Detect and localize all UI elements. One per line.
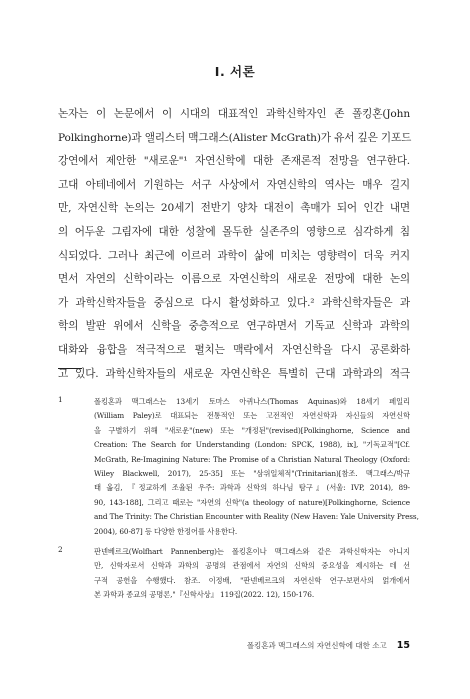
footnote-line: and The Trinity: The Christian Encounter with Reality (New Haven: Yale University Press, bbox=[94, 512, 419, 522]
footnote bbox=[58, 545, 410, 603]
footnote-line: 구적 공헌을 수행했다. 참조. 이정배, "판넨베르크의 자연신학 연구-보편사의 얽개에서 bbox=[94, 575, 410, 585]
footnote-line: 90, 143-188], 그리고 때로는 "자연의 신학"(a theology of nature)[Polkinghorne, Science bbox=[94, 497, 410, 507]
footnote-line: 을 구별하기 위해 "새로운"(new) 또는 "개정된"(revised)[Polkinghorne, Science and bbox=[94, 425, 410, 435]
footnote-line: 태 옮김, 『정교하게 조율된 우주: 과학과 신학의 하나님 탐구』(서울: IVP, 2014), 89- bbox=[94, 483, 410, 493]
body-line: 대화와 융합을 적극적으로 펼치는 맥락에서 자연신학을 다시 공론화하 bbox=[58, 343, 410, 356]
footnote-number: 1 bbox=[58, 395, 63, 404]
body-line: 면서 자연의 신학이라는 이름으로 자연신학의 새로운 전망에 대한 논의 bbox=[58, 273, 410, 286]
footnote-number: 2 bbox=[58, 544, 63, 554]
footnote-line: Wiley Blackwell, 2017), 25-35] 또는 "삼위일체적"(Trinitarian)[참조. 맥그래스/박규 bbox=[94, 468, 410, 478]
footnote-line: 본 과학과 종교의 공명론,"『신학사상』 119집(2022. 12), 150-176. bbox=[94, 590, 315, 600]
body-line: 의 어두운 그림자에 대한 성찰에 몰두한 실존주의 영향으로 심각하게 침 bbox=[58, 225, 410, 238]
body-line: 가 과학신학자들을 중심으로 다시 활성화하고 있다.² 과학신학자들은 과 bbox=[58, 296, 410, 309]
footnote-line: (William Paley)로 대표되는 전통적인 또는 고전적인 자연신학과 자신들의 자연신학 bbox=[94, 411, 410, 421]
page-number: 15 bbox=[396, 640, 410, 651]
body-line: 강연에서 제안한 "새로운"¹ 자연신학에 대한 존재론적 전망을 연구한다. bbox=[58, 155, 410, 168]
footnotes bbox=[58, 395, 419, 608]
body-line: 만, 자연신학 논의는 20세기 전반기 양차 대전이 촉매가 되어 인간 내면 bbox=[58, 202, 410, 215]
page-footer bbox=[247, 640, 410, 651]
footnote-line: 만, 신학자로서 신학과 과학의 공명의 관점에서 자연의 신학의 중요성을 제시하는 데 선 bbox=[94, 561, 410, 571]
footnote-line: Creation: The Search for Understanding (London: SPCK, 1988), ix], "기독교적"[Cf. bbox=[94, 440, 410, 450]
body-line: 고대 아테네에서 기원하는 서구 사상에서 자연신학의 역사는 매우 길지 bbox=[58, 178, 410, 191]
footnote-line: 폴킹혼과 맥그래스는 13세기 토마스 아퀴나스(Thomas Aquinas)와 18세기 페일리 bbox=[94, 397, 410, 406]
footnote-divider bbox=[58, 368, 82, 369]
running-title: 폴킹혼과 맥그래스의 자연신학에 대한 소고 bbox=[246, 641, 387, 650]
body-line: 논자는 이 논문에서 이 시대의 대표적인 과학신학자인 존 폴킹혼(John bbox=[58, 108, 410, 120]
body-line: 고 있다. 과학신학자들의 새로운 자연신학은 특별히 근대 과학과의 적극 bbox=[58, 367, 410, 380]
footnote-line: 판넨베르크(Wolfhart Pannenberg)는 폴킹혼이나 맥그래스와 같은 과학신학자는 아니지 bbox=[94, 546, 410, 556]
footnote bbox=[58, 395, 419, 539]
body-text bbox=[58, 103, 410, 386]
body-line: 식되었다. 그러나 최근에 이르러 과학이 삶에 미치는 영향력이 더욱 커지 bbox=[58, 249, 410, 262]
body-line: Polkinghorne)과 앨리스터 맥그래스(Alister McGrath)가 유서 깊은 기포드 bbox=[58, 131, 412, 144]
footnote-line: 2004), 60-87] 등 다양한 한정어를 사용한다. bbox=[94, 526, 238, 536]
body-line: 학의 발판 위에서 신학을 중층적으로 연구하면서 기독교 신학과 과학의 bbox=[58, 320, 410, 333]
footnote-line: McGrath, Re-Imagining Nature: The Promise of a Christian Natural Theology (Oxford: bbox=[94, 454, 410, 464]
section-heading: I. 서론 bbox=[214, 64, 256, 79]
